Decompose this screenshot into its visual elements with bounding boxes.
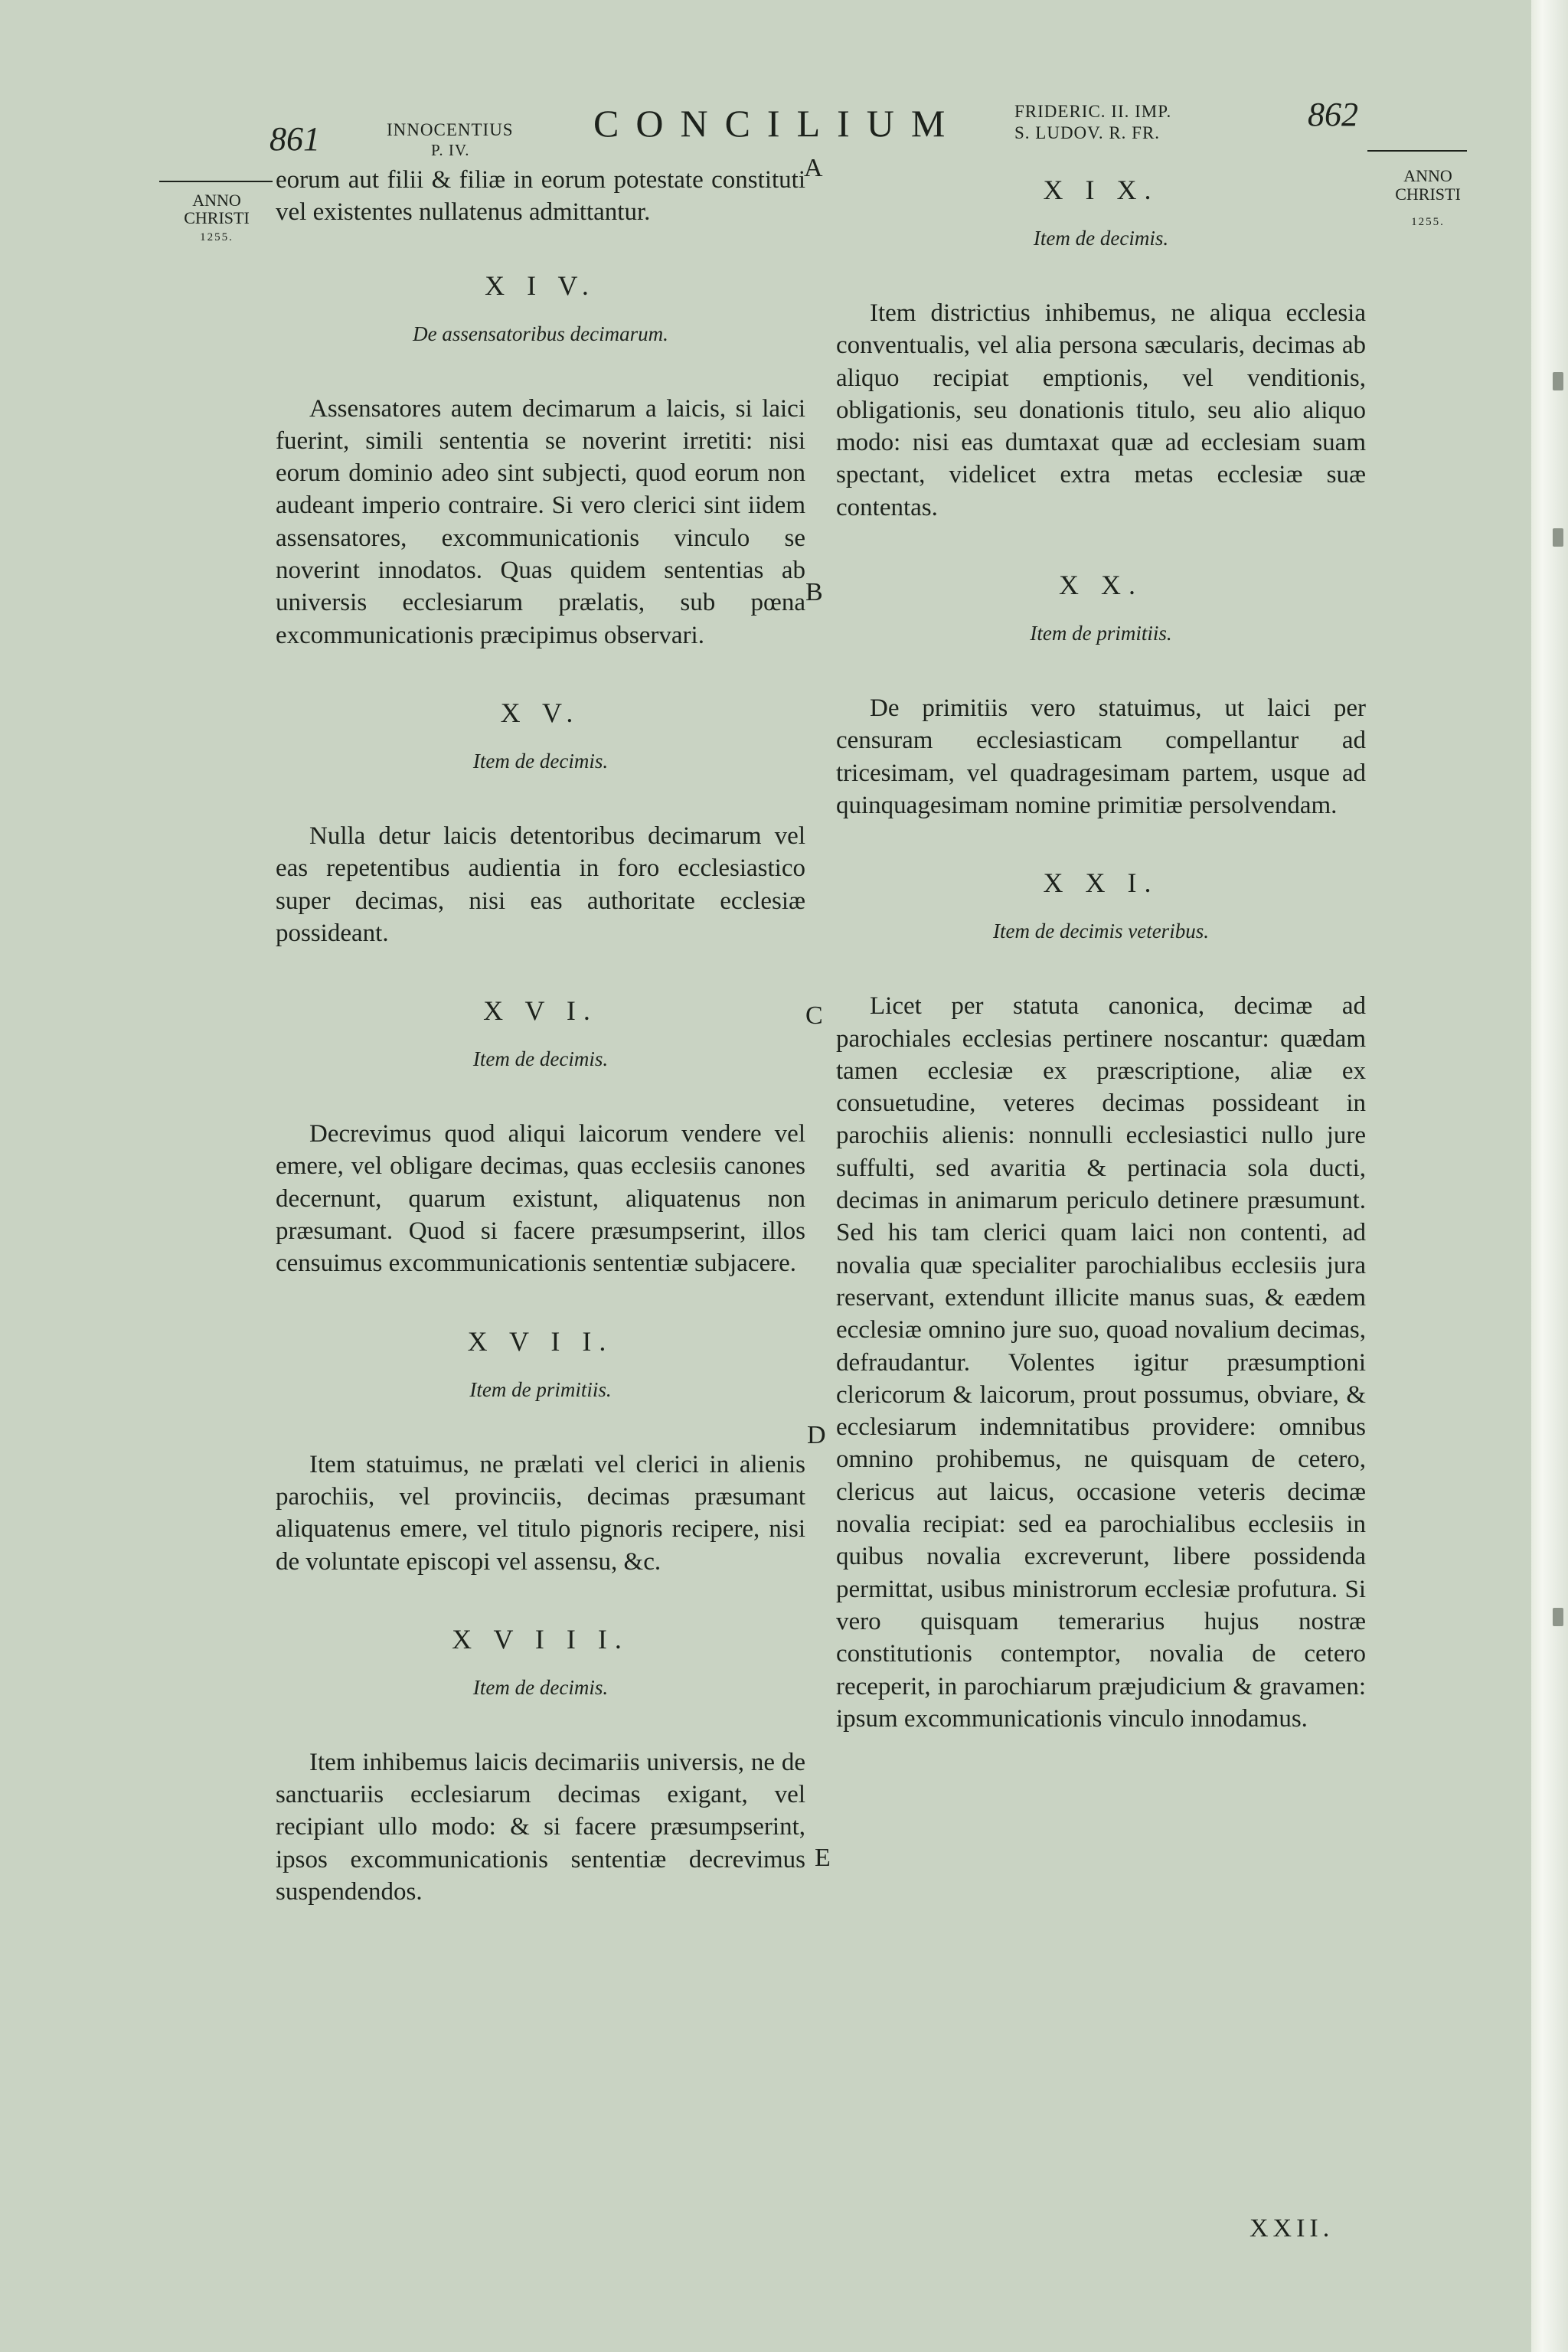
left-margin-year: 1255. [200, 231, 234, 243]
right-column [836, 130, 1366, 1735]
left-margin-rule [159, 181, 273, 182]
section-paragraph: Item districtius inhibemus, ne aliqua ecclesia conventualis, vel alia persona sæcularis, decimas ab aliquo recipiat emptionis, vel venditionis, obligationis, seu donationis titulo, seu alio aliquo modo: nisi eas dumtaxat quæ ad ecclesiam suam spectant, videlicet extra metas ecclesiæ suæ contentas. [836, 299, 1366, 521]
gutter-letter-b: B [805, 578, 823, 606]
section-subtitle: Item de decimis. [472, 1675, 609, 1699]
left-column [276, 164, 805, 1908]
right-margin-rule [1367, 150, 1467, 152]
right-running-head: FRIDERIC. II. IMP. [1014, 102, 1172, 121]
edge-mark [1553, 1608, 1563, 1626]
edge-mark [1553, 372, 1563, 390]
left-running-head-sub: P. IV. [431, 141, 470, 159]
right-running-head-sub: S. LUDOV. R. FR. [1014, 123, 1161, 142]
section-subtitle: Item de decimis. [472, 749, 609, 773]
section-paragraph: Item statuimus, ne prælati vel clerici in alienis parochiis, vel provinciis, decimas præsumant aliquatenus emere, vel titulo pignoris recipere, nisi de voluntate episcopi vel assensu, &c. [276, 1450, 805, 1576]
left-margin-christi: CHRISTI [184, 208, 250, 227]
section-heading: X I V. [485, 270, 596, 301]
section-heading: X X I. [1043, 867, 1159, 899]
left-margin-anno: ANNO [192, 191, 241, 210]
section-subtitle: Item de decimis. [1033, 227, 1169, 250]
section-heading: X V. [500, 697, 581, 728]
section-heading: X V I. [483, 995, 598, 1027]
gutter-letter-d: D [807, 1421, 826, 1449]
section-paragraph: Licet per statuta canonica, decimæ ad parochiales ecclesias pertinere noscantur: quædam tamen ecclesiæ ex præscriptione, aliæ ex consuetudine, veteres decimas possideant in parochiis alienis: nonnulli ecclesiastici nullo jure suffulti, sed avaritia & pertinacia sola ducti, decimas in animarum periculo detinere præsumunt. Sed his tam clerici quam laici non contenti, ad novalia quæ specialiter parochialibus ecclesiis jura reservant, extendunt illicite manus suas, & eædem ecclesiæ omnino jure suo, quoad novalium decimas, defraudantur. Volentes igitur præsumptioni clericorum & laicorum, prout possumus, obviare, & ecclesiarum indemnitatibus providere: omnibus omnino prohibemus, ne quisquam de cetero, clericus aut laicus, occasione veteris decimæ novalia recipiat: sed ea parochialibus ecclesiis in quibus novalia excreverunt, libere possidenda permittat, usibus ministrorum ecclesiæ profutura. Si vero quisquam temerarius hujus nostræ constitutionis contemptor, novalia de cetero receperit, in parochiarum præjudicium & gravamen: ipsum excommunicationis vinculo innodamus. [836, 992, 1366, 1733]
edge-mark [1553, 528, 1563, 547]
left-intro-paragraph: eorum aut filii & filiæ in eorum potestate constituti vel existentes nullatenus admittantur. [276, 166, 805, 227]
page-title: CONCILIUM [593, 102, 962, 145]
right-margin-year: 1255. [1411, 216, 1445, 228]
next-page-edge [1531, 0, 1568, 2352]
catchword: XXII. [1250, 2214, 1334, 2243]
section-heading: X V I I. [467, 1325, 614, 1357]
gutter-letter-e: E [815, 1844, 831, 1872]
right-page-number: 862 [1308, 96, 1358, 133]
section-paragraph: Item inhibemus laicis decimariis universis, ne de sanctuariis ecclesiarum decimas exigant, vel recipiant ullo modo: & si facere præsumpserint, ipsos excommunicationis sententiæ decrevimus suspendendos. [276, 1748, 805, 1906]
section-paragraph: De primitiis vero statuimus, ut laici per censuram ecclesiasticam compellantur ad tricesimam, vel quadragesimam partem, usque ad quinquagesimam nomine primitiæ persolvendam. [836, 694, 1366, 819]
section-heading: X X. [1059, 570, 1143, 601]
gutter-letter-c: C [805, 1001, 823, 1030]
left-page-number: 861 [270, 120, 320, 158]
section-subtitle: Item de primitiis. [1030, 622, 1172, 645]
section-heading: X I X. [1043, 175, 1159, 205]
section-paragraph: Nulla detur laicis detentoribus decimarum vel eas repetentibus audientia in foro ecclesiastico super decimas, nisi eas authoritate ecclesiæ possideant. [276, 822, 805, 947]
gutter-letter-a: A [804, 154, 823, 182]
right-margin-anno: ANNO [1403, 166, 1452, 185]
section-paragraph: Decrevimus quod aliqui laicorum vendere vel emere, vel obligare decimas, quas ecclesiis canones decernunt, quarum existunt, aliquatenus non præsumant. Quod si facere præsumpserint, illos censuimus excommunicationis sententiæ subjacere. [276, 1120, 805, 1278]
right-margin-christi: CHRISTI [1395, 185, 1461, 204]
section-subtitle: Item de decimis. [472, 1047, 609, 1071]
section-paragraph: Assensatores autem decimarum a laicis, si laici fuerint, simili sententia se noverint irretiti: nisi eorum dominio adeo sint subjecti, quod eorum non audeant imperio contraire. Si vero clerici sint iidem assensatores, excommunicationis vinculo se noverint innodatos. Quas quidem sententias ab universis ecclesiarum prælatis, sub pœna excommunicationis præcipimus observari. [276, 394, 805, 649]
section-subtitle: Item de primitiis. [469, 1377, 612, 1401]
section-subtitle: Item de decimis veteribus. [993, 920, 1209, 943]
section-subtitle: De assensatoribus decimarum. [413, 322, 668, 345]
left-running-head: INNOCENTIUS [387, 120, 514, 139]
section-heading: X V I I I. [452, 1623, 629, 1655]
